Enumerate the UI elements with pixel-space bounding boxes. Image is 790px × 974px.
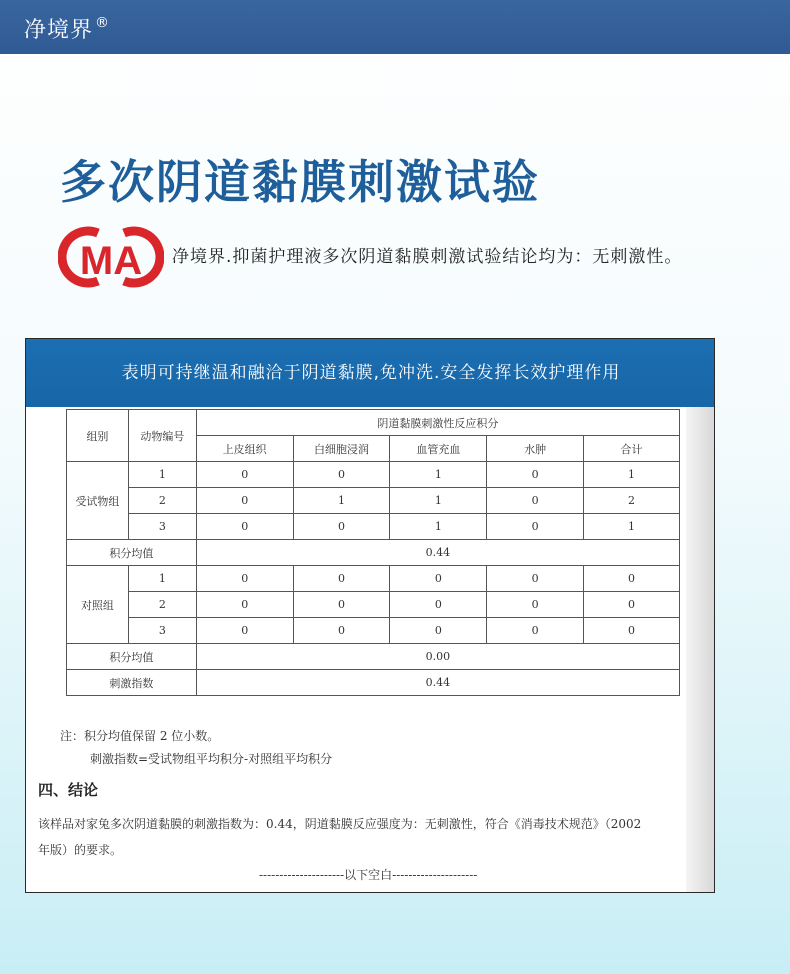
- report-banner: 表明可持继温和融洽于阴道黏膜,免冲洗.安全发挥长效护理作用: [26, 339, 715, 407]
- table-cell: 0: [390, 566, 487, 592]
- table-cell: 0: [487, 488, 584, 514]
- subheader-leukocyte: 白细胞浸润: [293, 436, 390, 462]
- report-document: [25, 338, 715, 893]
- table-row: [67, 644, 680, 670]
- table-cell: 0: [390, 618, 487, 644]
- test-avg-value: 0.44: [196, 540, 679, 566]
- table-row: [67, 592, 680, 618]
- table-cell: 1: [390, 514, 487, 540]
- table-cell: 0: [487, 592, 584, 618]
- table-cell: 1: [293, 488, 390, 514]
- registered-mark: ®: [95, 15, 111, 31]
- header-group: 组别: [67, 410, 129, 462]
- table-cell: 0: [196, 462, 293, 488]
- table-cell: 0: [293, 566, 390, 592]
- page-edge-shadow: [686, 407, 714, 893]
- conclusion-paragraph-line1: 该样品对家兔多次阴道黏膜的刺激指数为：0.44，阴道黏膜反应强度为：无刺激性，符合《消毒技术规范》（2002: [38, 817, 642, 831]
- animal-id: 1: [128, 566, 196, 592]
- table-cell: 0: [196, 488, 293, 514]
- irritation-index-value: 0.44: [196, 670, 679, 696]
- table-header-row: [67, 410, 680, 436]
- conclusion-paragraph-line2: 年版）的要求。: [38, 843, 123, 857]
- test-avg-label: 积分均值: [67, 540, 197, 566]
- table-cell: 0: [584, 592, 680, 618]
- top-bar: [0, 0, 790, 54]
- table-cell: 0: [584, 566, 680, 592]
- test-group-label: 受试物组: [67, 462, 129, 540]
- table-row: [67, 566, 680, 592]
- control-group-label: 对照组: [67, 566, 129, 644]
- table-cell: 0: [196, 566, 293, 592]
- table-cell: 0: [390, 592, 487, 618]
- animal-id: 1: [128, 462, 196, 488]
- animal-id: 2: [128, 592, 196, 618]
- table-cell: 0: [584, 618, 680, 644]
- table-note: 注：积分均值保留 2 位小数。: [60, 729, 220, 743]
- section-title: 四、结论: [38, 781, 99, 799]
- subheader-epithelium: 上皮组织: [196, 436, 293, 462]
- table-cell: 0: [293, 462, 390, 488]
- table-cell: 0: [487, 566, 584, 592]
- subheader-congestion: 血管充血: [390, 436, 487, 462]
- table-cell: 0: [487, 618, 584, 644]
- table-cell: 2: [584, 488, 680, 514]
- table-cell: 0: [196, 592, 293, 618]
- table-cell: 0: [196, 514, 293, 540]
- control-avg-value: 0.00: [196, 644, 679, 670]
- animal-id: 3: [128, 514, 196, 540]
- table-row: [67, 514, 680, 540]
- table-cell: 0: [487, 462, 584, 488]
- irritation-score-table: [66, 409, 680, 696]
- irritation-index-label: 刺激指数: [67, 670, 197, 696]
- table-row: [67, 488, 680, 514]
- header-score: 阴道黏膜刺激性反应积分: [196, 410, 679, 436]
- table-cell: 0: [293, 514, 390, 540]
- conclusion-text: 净境界.抑菌护理液多次阴道黏膜刺激试验结论均为：无刺激性。: [172, 247, 683, 267]
- table-cell: 0: [293, 592, 390, 618]
- table-cell: 1: [390, 462, 487, 488]
- header-animal-id: 动物编号: [128, 410, 196, 462]
- table-row: [67, 670, 680, 696]
- table-cell: 1: [390, 488, 487, 514]
- table-cell: 0: [196, 618, 293, 644]
- control-avg-label: 积分均值: [67, 644, 197, 670]
- index-formula-note: 刺激指数=受试物组平均积分-对照组平均积分: [90, 752, 333, 766]
- brand-name: 净境界: [24, 18, 94, 43]
- page-title: 多次阴道黏膜刺激试验: [60, 155, 540, 209]
- brand-logo[interactable]: [24, 13, 110, 44]
- blank-below-line: ---------------------以下空白---------------------: [259, 868, 478, 882]
- animal-id: 3: [128, 618, 196, 644]
- subheader-total: 合计: [584, 436, 680, 462]
- animal-id: 2: [128, 488, 196, 514]
- table-row: [67, 618, 680, 644]
- table-row: [67, 462, 680, 488]
- cma-certification-icon: [58, 225, 164, 289]
- table-cell: 0: [487, 514, 584, 540]
- table-row: [67, 540, 680, 566]
- table-cell: 1: [584, 462, 680, 488]
- table-cell: 0: [293, 618, 390, 644]
- cma-logo-text: MA: [79, 239, 143, 283]
- subheader-edema: 水肿: [487, 436, 584, 462]
- table-cell: 1: [584, 514, 680, 540]
